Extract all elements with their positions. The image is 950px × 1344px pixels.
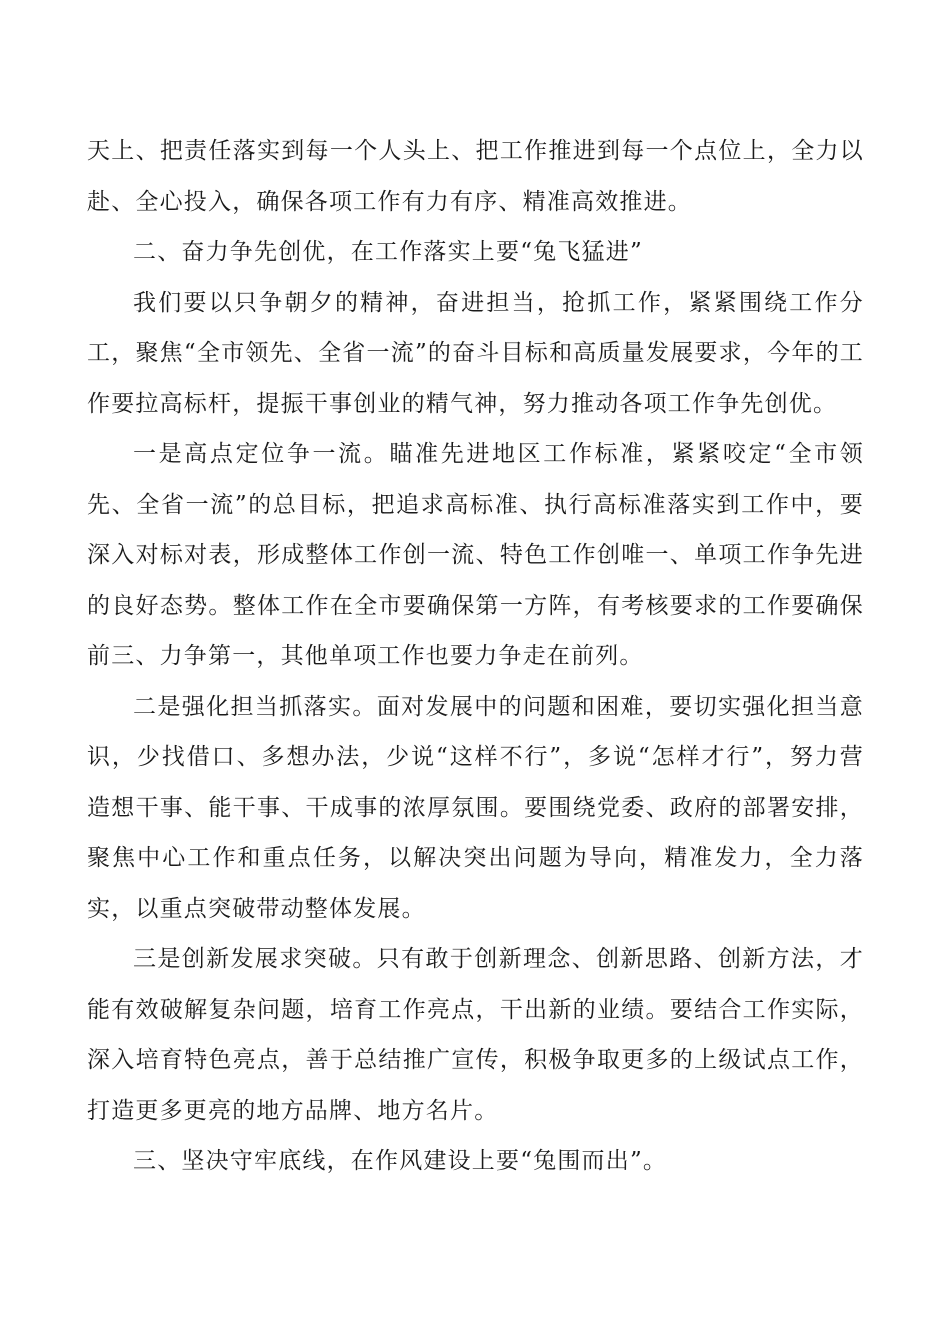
section-heading-3: 三、坚决守牢底线，在作风建设上要“兔围而出”。 xyxy=(133,1148,668,1174)
paragraph-point-1: 一是高点定位争一流。瞄准先进地区工作标准，紧紧咬定“全市领先、全省一流”的总目标，把追求高标准、执行高标准落实到工作中，要深入对标对表，形成整体工作创一流、特色工作创唯一、单项工作争先进的良好态势。整体工作在全市要确保第一方阵，有考核要求的工作要确保前三、力争第一，其他单项工作也要力争走在前列。 xyxy=(87,441,864,669)
paragraph-intro: 我们要以只争朝夕的精神，奋进担当，抢抓工作，紧紧围绕工作分工，聚焦“全市领先、全省一流”的奋斗目标和高质量发展要求，今年的工作要拉高标杆，提振干事创业的精气神，努力推动各项工作争先创优。 xyxy=(87,289,864,417)
paragraph-point-3: 三是创新发展求突破。只有敢于创新理念、创新思路、创新方法，才能有效破解复杂问题，培育工作亮点，干出新的业绩。要结合工作实际，深入培育特色亮点，善于总结推广宣传，积极争取更多的上级试点工作，打造更多更亮的地方品牌、地方名片。 xyxy=(87,946,864,1124)
paragraph-point-2: 二是强化担当抓落实。面对发展中的问题和困难，要切实强化担当意识，少找借口、多想办法，少说“这样不行”，多说“怎样才行”，努力营造想干事、能干事、干成事的浓厚氛围。要围绕党委、政府的部署安排，聚焦中心工作和重点任务，以解决突出问题为导向，精准发力，全力落实，以重点突破带动整体发展。 xyxy=(87,693,864,922)
paragraph-continuation: 天上、把责任落实到每一个人头上、把工作推进到每一个点位上，全力以赴、全心投入，确保各项工作有力有序、精准高效推进。 xyxy=(87,138,864,215)
section-heading-2: 二、奋力争先创优，在工作落实上要“兔飞猛进” xyxy=(133,239,643,265)
document-body xyxy=(87,126,864,1187)
